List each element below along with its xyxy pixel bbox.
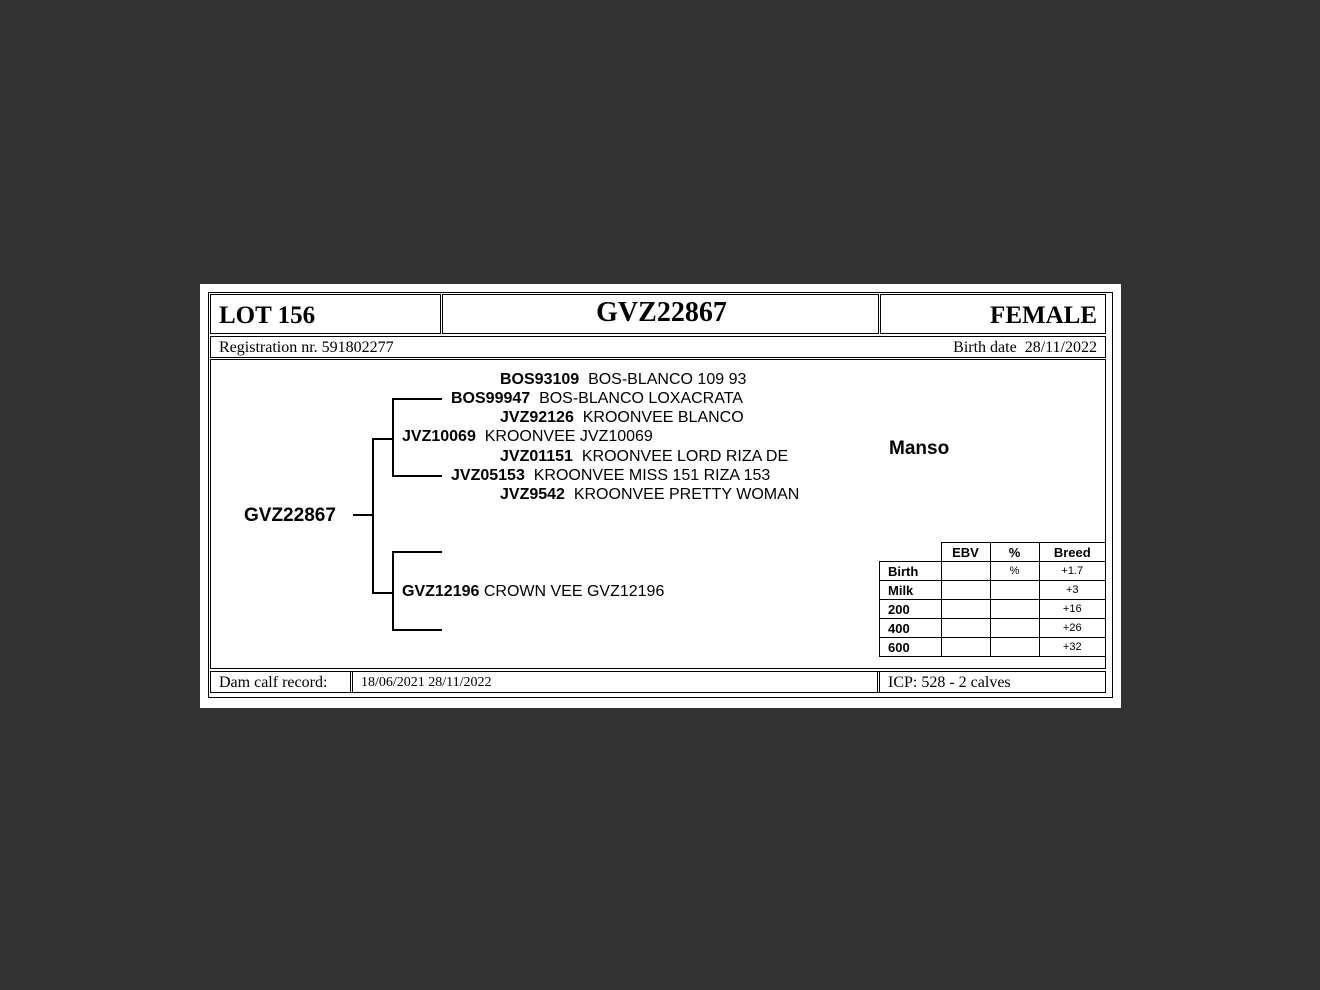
ebv-row (880, 600, 1106, 619)
tree-line (392, 551, 442, 553)
ebv-breed: +26 (1039, 619, 1106, 638)
pedigree-sire: JVZ10069 KROONVEE JVZ10069 (402, 428, 653, 445)
pedigree-animal: GVZ22867 (244, 505, 336, 526)
pedigree-sire-sire: BOS99947 BOS-BLANCO LOXACRATA (451, 390, 743, 407)
calf-label-cell (210, 671, 351, 693)
animal-id-title: GVZ22867 (596, 297, 727, 328)
ebv-row (880, 562, 1106, 581)
ebv-row-label: 600 (880, 638, 942, 657)
ebv-value (941, 600, 990, 619)
tree-line (392, 629, 442, 631)
tree-line (392, 398, 394, 476)
ebv-percent (990, 581, 1039, 600)
icp-value: ICP: 528 - 2 calves (888, 674, 1011, 691)
lot-card (200, 284, 1121, 708)
temperament-label: Manso (889, 438, 950, 459)
lot-number: LOT 156 (219, 302, 316, 329)
ebv-col-ebv: EBV (941, 543, 990, 562)
icp-cell (879, 671, 1106, 693)
tree-line (372, 438, 394, 440)
ebv-value (941, 581, 990, 600)
ebv-row (880, 581, 1106, 600)
pedigree-area (210, 359, 1106, 669)
tree-line (372, 438, 374, 594)
calf-dates-cell (352, 671, 878, 693)
pedigree-dam: GVZ12196 CROWN VEE GVZ12196 (402, 583, 665, 600)
tree-line (392, 475, 442, 477)
calf-record-label: Dam calf record: (219, 674, 328, 691)
pedigree-sire-dam-dam: JVZ9542 KROONVEE PRETTY WOMAN (500, 486, 800, 503)
ebv-percent (990, 619, 1039, 638)
ebv-header-row (880, 543, 1106, 562)
ebv-row (880, 638, 1106, 657)
pedigree-sire-sire-dam: JVZ92126 KROONVEE BLANCO (500, 409, 744, 426)
pedigree-sire-sire-sire: BOS93109 BOS-BLANCO 109 93 (500, 371, 747, 388)
ebv-breed: +16 (1039, 600, 1106, 619)
ebv-col-percent: % (990, 543, 1039, 562)
registration-row (210, 336, 1106, 358)
sex-cell (880, 294, 1106, 334)
calf-record-dates: 18/06/2021 28/11/2022 (361, 675, 492, 690)
ebv-row-label: 400 (880, 619, 942, 638)
ebv-value (941, 562, 990, 581)
ebv-row-label: 200 (880, 600, 942, 619)
tree-line (353, 514, 373, 516)
ebv-row-label: Birth (880, 562, 942, 581)
ebv-percent: % (990, 562, 1039, 581)
registration-number: Registration nr. 591802277 (219, 339, 394, 356)
ebv-percent (990, 600, 1039, 619)
ebv-table (879, 542, 1106, 657)
id-cell (442, 294, 879, 334)
ebv-corner (880, 543, 942, 562)
tree-line (392, 398, 442, 400)
ebv-breed: +32 (1039, 638, 1106, 657)
sex-label: FEMALE (990, 302, 1097, 329)
ebv-percent (990, 638, 1039, 657)
ebv-value (941, 619, 990, 638)
lot-cell (210, 294, 441, 334)
pedigree-sire-dam-sire: JVZ01151 KROONVEE LORD RIZA DE (500, 448, 789, 465)
ebv-breed: +3 (1039, 581, 1106, 600)
pedigree-sire-dam: JVZ05153 KROONVEE MISS 151 RIZA 153 (451, 467, 771, 484)
tree-line (372, 592, 394, 594)
ebv-col-breed: Breed (1039, 543, 1106, 562)
tree-line (392, 551, 394, 631)
ebv-row (880, 619, 1106, 638)
ebv-breed: +1.7 (1039, 562, 1106, 581)
ebv-row-label: Milk (880, 581, 942, 600)
ebv-value (941, 638, 990, 657)
birth-date: Birth date 28/11/2022 (953, 339, 1097, 356)
